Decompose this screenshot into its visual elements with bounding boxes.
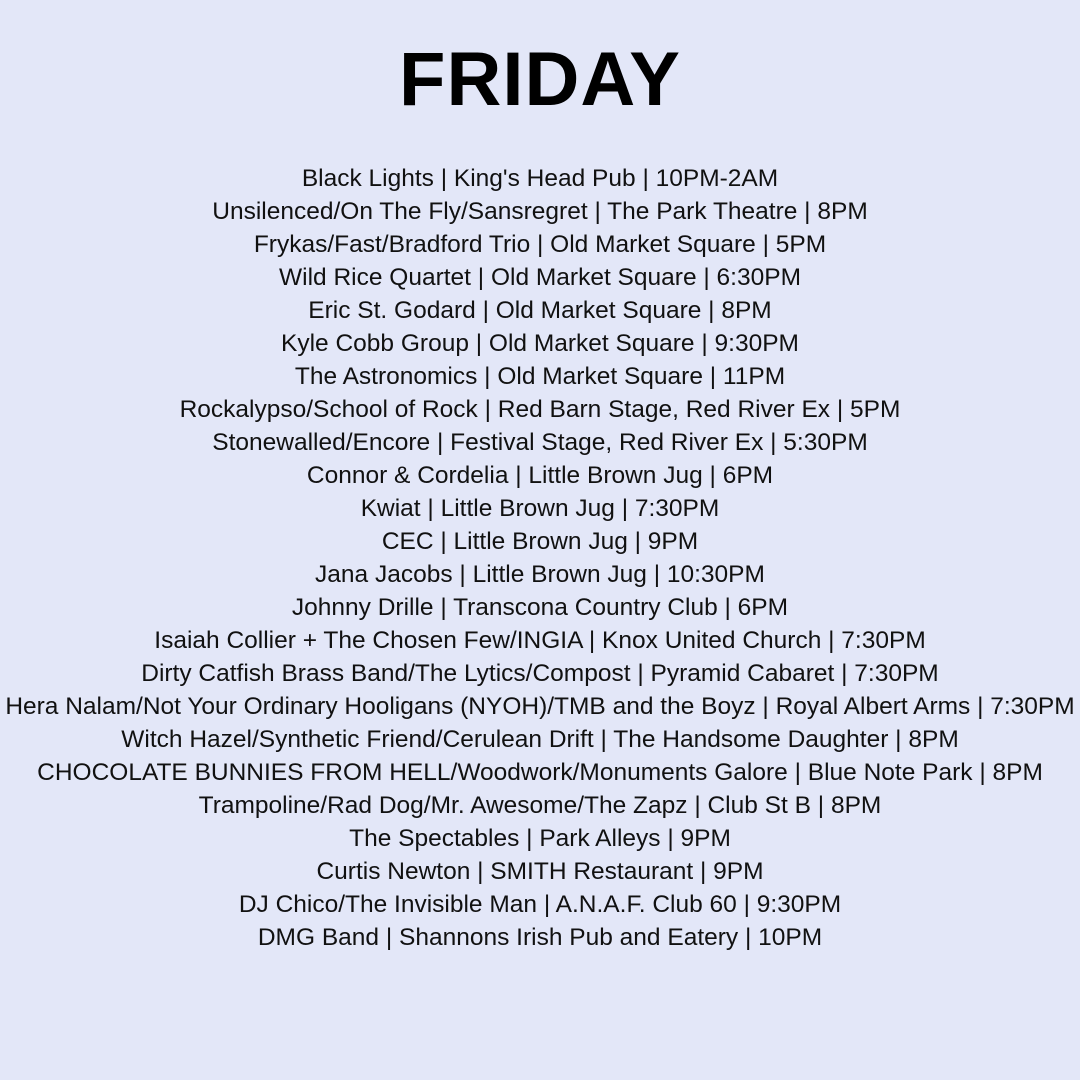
list-item: Witch Hazel/Synthetic Friend/Cerulean Drift | The Handsome Daughter | 8PM [121,726,959,753]
list-item: Johnny Drille | Transcona Country Club | 6PM [291,594,789,621]
list-item: Black Lights | King's Head Pub | 10PM-2AM [301,165,779,192]
list-item: Eric St. Godard | Old Market Square | 8PM [308,297,772,324]
event-listing-list [0,162,1080,954]
list-item: The Astronomics | Old Market Square | 11PM [294,363,786,390]
list-item: CEC | Little Brown Jug | 9PM [381,528,699,555]
list-item: Dirty Catfish Brass Band/The Lytics/Compost | Pyramid Cabaret | 7:30PM [141,660,939,687]
list-item: The Spectables | Park Alleys | 9PM [349,825,731,852]
list-item: Connor & Cordelia | Little Brown Jug | 6PM [306,462,774,489]
page-title: FRIDAY [399,37,681,122]
list-item: Stonewalled/Encore | Festival Stage, Red River Ex | 5:30PM [212,429,868,456]
list-item: Rockalypso/School of Rock | Red Barn Stage, Red River Ex | 5PM [179,396,901,423]
list-item: Hera Nalam/Not Your Ordinary Hooligans (NYOH)/TMB and the Boyz | Royal Albert Arms | 7:30PM [5,693,1075,720]
list-item: CHOCOLATE BUNNIES FROM HELL/Woodwork/Monuments Galore | Blue Note Park | 8PM [37,759,1043,786]
list-item: DMG Band | Shannons Irish Pub and Eatery | 10PM [257,924,823,951]
list-item: Isaiah Collier + The Chosen Few/INGIA | Knox United Church | 7:30PM [154,627,926,654]
list-item: Jana Jacobs | Little Brown Jug | 10:30PM [315,561,765,588]
list-item: Kwiat | Little Brown Jug | 7:30PM [360,495,720,522]
list-item: Curtis Newton | SMITH Restaurant | 9PM [316,858,764,885]
list-item: Wild Rice Quartet | Old Market Square | 6:30PM [279,264,801,291]
list-item: DJ Chico/The Invisible Man | A.N.A.F. Club 60 | 9:30PM [238,891,842,918]
list-item: Unsilenced/On The Fly/Sansregret | The Park Theatre | 8PM [212,198,868,225]
list-item: Trampoline/Rad Dog/Mr. Awesome/The Zapz | Club St B | 8PM [198,792,882,819]
list-item: Frykas/Fast/Bradford Trio | Old Market Square | 5PM [253,231,827,258]
list-item: Kyle Cobb Group | Old Market Square | 9:30PM [281,330,799,357]
